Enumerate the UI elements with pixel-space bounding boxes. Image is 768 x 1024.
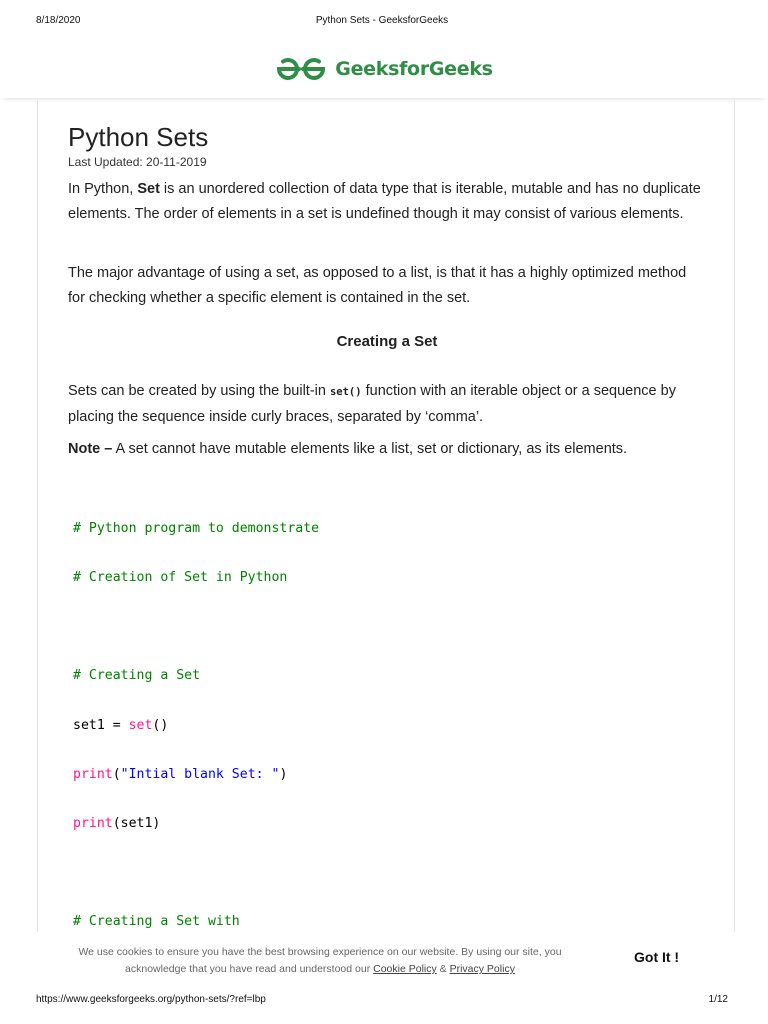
cookie-consent-bar: [0, 936, 768, 986]
brand-name: GeeksforGeeks: [335, 58, 493, 80]
site-header: [0, 40, 768, 98]
inline-code-set: set(): [329, 386, 362, 398]
privacy-policy-link[interactable]: Privacy Policy: [449, 963, 515, 975]
last-updated: Last Updated: 20-11-2019: [68, 155, 207, 169]
cookie-policy-link[interactable]: Cookie Policy: [373, 963, 437, 975]
page-url: https://www.geeksforgeeks.org/python-sets/?ref=lbp: [36, 994, 266, 1005]
advantage-paragraph: The major advantage of using a set, as opposed to a list, is that it has a highly optimized method for checking whether a specific element is contained in the set.: [68, 265, 687, 306]
code-line: print(set1): [73, 816, 161, 832]
page-count: 1/12: [708, 994, 728, 1005]
print-footer: [36, 994, 728, 1008]
code-line: # Python program to demonstrate: [73, 520, 320, 536]
note-paragraph: Note – A set cannot have mutable elements like a list, set or dictionary, as its elements.: [68, 441, 628, 457]
print-header: [36, 15, 728, 29]
section-heading: Creating a Set: [336, 333, 438, 350]
print-page-title: Python Sets - GeeksforGeeks: [315, 15, 449, 26]
print-date: 8/18/2020: [36, 15, 81, 26]
set-keyword: Set: [137, 181, 160, 197]
code-line: # Creating a Set with: [73, 914, 240, 930]
intro-paragraph: In Python, Set is an unordered collection of data type that is iterable, mutable and has no duplicate elements. The order of elements in a set is undefined though it may consist of various elements.: [68, 181, 701, 222]
code-line: print("Intial blank Set: "): [73, 766, 288, 782]
cookie-message: We use cookies to ensure you have the best browsing experience on our website. By using our site, you acknowledge that you have read and understood our Cookie Policy & Privacy Policy: [78, 946, 562, 975]
note-label: Note –: [68, 441, 113, 457]
got-it-button[interactable]: Got It !: [630, 947, 683, 967]
article-container: [37, 100, 735, 932]
creation-paragraph: Sets can be created by using the built-in set() function with an iterable object or a sequence by placing the sequence inside curly braces, separated by ‘comma’.: [68, 383, 676, 425]
code-line: set1 = set(): [73, 717, 169, 733]
code-block: [73, 488, 414, 932]
code-line: # Creation of Set in Python: [73, 570, 288, 586]
gfg-logo-icon: [275, 57, 327, 81]
code-line: # Creating a Set: [73, 668, 201, 684]
page-title: Python Sets: [68, 122, 209, 152]
site-logo[interactable]: [275, 57, 492, 81]
